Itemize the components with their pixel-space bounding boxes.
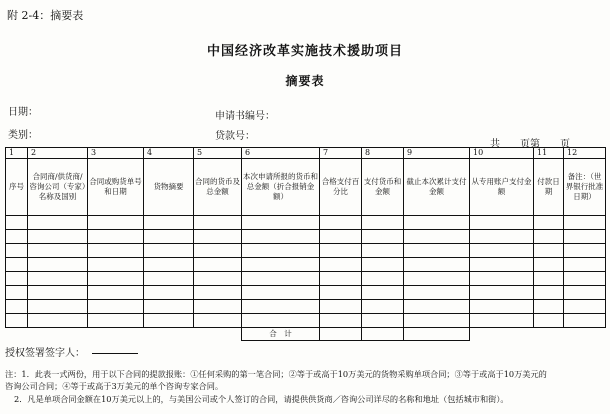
column-number: 10	[470, 148, 534, 159]
table-cell[interactable]	[6, 244, 28, 258]
column-number: 9	[404, 148, 470, 159]
column-header: 支付货币和金额	[362, 159, 404, 216]
table-cell[interactable]	[320, 314, 362, 328]
table-cell[interactable]	[534, 272, 564, 286]
column-header: 付款日期	[534, 159, 564, 216]
table-cell[interactable]	[404, 300, 470, 314]
table-cell[interactable]	[144, 258, 194, 272]
table-cell[interactable]	[564, 300, 606, 314]
table-cell[interactable]	[404, 272, 470, 286]
table-cell[interactable]	[564, 216, 606, 230]
table-cell[interactable]	[6, 216, 28, 230]
table-cell[interactable]	[320, 300, 362, 314]
signature-line	[92, 353, 138, 354]
table-cell[interactable]	[242, 230, 320, 244]
column-header: 货物摘要	[144, 159, 194, 216]
table-cell[interactable]	[144, 272, 194, 286]
table-cell[interactable]	[534, 216, 564, 230]
header-row	[6, 159, 606, 216]
table-cell[interactable]	[470, 258, 534, 272]
table-row	[6, 216, 606, 230]
table-cell[interactable]	[194, 286, 242, 300]
table-cell[interactable]	[470, 314, 534, 328]
total-cell[interactable]	[362, 328, 404, 341]
column-header: 合同商/供货商/咨询公司（专家）名称及国别	[28, 159, 88, 216]
table-cell[interactable]	[564, 286, 606, 300]
table-cell[interactable]	[404, 244, 470, 258]
column-number: 5	[194, 148, 242, 159]
table-cell[interactable]	[28, 216, 88, 230]
note-line-3: 2．凡是单项合同金额在10万美元以上的，与美国公司或个人签订的合同，请提供供货商／咨询公司详尽的名称和地址（包括城市和街）。	[14, 394, 509, 404]
page-count-label: 共 页第 页	[490, 139, 570, 150]
column-header: 截止本次累计支付金额	[404, 159, 470, 216]
table-cell[interactable]	[242, 300, 320, 314]
table-cell[interactable]	[470, 230, 534, 244]
signature-label: 授权签署签字人：	[5, 348, 85, 359]
column-number-row	[6, 148, 606, 159]
table-cell[interactable]	[404, 216, 470, 230]
table-cell[interactable]	[404, 286, 470, 300]
table-cell[interactable]	[194, 272, 242, 286]
table-cell[interactable]	[362, 314, 404, 328]
table-cell[interactable]	[88, 286, 144, 300]
table-cell[interactable]	[242, 314, 320, 328]
column-number: 8	[362, 148, 404, 159]
table-cell[interactable]	[242, 258, 320, 272]
table-cell[interactable]	[6, 258, 28, 272]
note-line-1: 注：1．此表一式两份，用于以下合同的提款报账：①任何采购的第一笔合同；②等于或高于10万美元的货物采购单项合同；③等于或高于10万美元的	[5, 369, 547, 379]
table-cell[interactable]	[564, 230, 606, 244]
column-number: 12	[564, 148, 606, 159]
table-cell[interactable]	[564, 258, 606, 272]
table-cell[interactable]	[194, 216, 242, 230]
table-cell[interactable]	[320, 286, 362, 300]
table-cell[interactable]	[242, 272, 320, 286]
table-cell[interactable]	[362, 272, 404, 286]
table-cell[interactable]	[88, 230, 144, 244]
table-cell[interactable]	[88, 300, 144, 314]
table-cell[interactable]	[6, 286, 28, 300]
table-cell[interactable]	[194, 244, 242, 258]
table-row	[6, 258, 606, 272]
table-cell[interactable]	[28, 314, 88, 328]
total-spacer	[470, 328, 606, 341]
application-no-label: 申请书编号：	[215, 111, 275, 122]
table-cell[interactable]	[320, 258, 362, 272]
date-label: 日期：	[8, 107, 38, 118]
table-cell[interactable]	[534, 300, 564, 314]
table-cell[interactable]	[564, 272, 606, 286]
total-cell[interactable]	[404, 328, 470, 341]
column-header: 从专用账户支付金额	[470, 159, 534, 216]
table-cell[interactable]	[242, 216, 320, 230]
table-cell[interactable]	[28, 230, 88, 244]
category-label: 类别：	[8, 130, 38, 141]
table-cell[interactable]	[88, 216, 144, 230]
table-cell[interactable]	[194, 230, 242, 244]
total-label: 合 计	[242, 328, 320, 341]
column-header: 序号	[6, 159, 28, 216]
table-cell[interactable]	[6, 314, 28, 328]
table-row	[6, 314, 606, 328]
column-header: 合格支付百分比	[320, 159, 362, 216]
column-number: 11	[534, 148, 564, 159]
appendix-label: 附 2-4：摘要表	[7, 9, 84, 22]
table-cell[interactable]	[88, 272, 144, 286]
column-header: 合同或购货单号和日期	[88, 159, 144, 216]
table-cell[interactable]	[470, 216, 534, 230]
table-cell[interactable]	[534, 244, 564, 258]
table-cell[interactable]	[144, 230, 194, 244]
loan-no-label: 贷款号：	[215, 131, 255, 142]
total-row	[6, 328, 606, 341]
table-cell[interactable]	[362, 300, 404, 314]
column-number: 7	[320, 148, 362, 159]
table-cell[interactable]	[242, 286, 320, 300]
table-cell[interactable]	[320, 216, 362, 230]
table-cell[interactable]	[362, 216, 404, 230]
table-cell[interactable]	[6, 300, 28, 314]
table-cell[interactable]	[470, 286, 534, 300]
table-cell[interactable]	[144, 300, 194, 314]
table-cell[interactable]	[144, 244, 194, 258]
table-cell[interactable]	[362, 258, 404, 272]
table-cell[interactable]	[534, 314, 564, 328]
table-cell[interactable]	[88, 244, 144, 258]
column-number: 4	[144, 148, 194, 159]
table-cell[interactable]	[28, 300, 88, 314]
note-line-2: 咨询公司合同；④等于或高于3万美元的单个咨询专家合同。	[5, 381, 224, 391]
table-row	[6, 272, 606, 286]
table-cell[interactable]	[320, 244, 362, 258]
table-cell[interactable]	[564, 314, 606, 328]
table-row	[6, 300, 606, 314]
table-cell[interactable]	[194, 300, 242, 314]
table-cell[interactable]	[28, 244, 88, 258]
column-header: 本次申请所报的货币和总金额（折合报销金额）	[242, 159, 320, 216]
table-cell[interactable]	[88, 258, 144, 272]
table-cell[interactable]	[564, 244, 606, 258]
table-cell[interactable]	[404, 314, 470, 328]
column-number: 6	[242, 148, 320, 159]
table-cell[interactable]	[6, 230, 28, 244]
table-cell[interactable]	[534, 258, 564, 272]
table-cell[interactable]	[28, 272, 88, 286]
document-subtitle: 摘要表	[285, 74, 325, 88]
table-row	[6, 244, 606, 258]
table-cell[interactable]	[6, 272, 28, 286]
column-header: 合同的货币及总金额	[194, 159, 242, 216]
table-cell[interactable]	[144, 216, 194, 230]
table-cell[interactable]	[144, 314, 194, 328]
summary-table	[5, 147, 606, 341]
table-row	[6, 230, 606, 244]
table-cell[interactable]	[470, 244, 534, 258]
column-number: 1	[6, 148, 28, 159]
column-header: 备注：（世界银行批准日期）	[564, 159, 606, 216]
table-cell[interactable]	[404, 230, 470, 244]
table-cell[interactable]	[362, 230, 404, 244]
document-title: 中国经济改革实施技术援助项目	[206, 44, 403, 59]
table-cell[interactable]	[194, 258, 242, 272]
table-cell[interactable]	[320, 230, 362, 244]
total-cell[interactable]	[320, 328, 362, 341]
table-cell[interactable]	[28, 258, 88, 272]
total-spacer	[6, 328, 242, 341]
table-cell[interactable]	[470, 300, 534, 314]
table-cell[interactable]	[194, 314, 242, 328]
table-cell[interactable]	[242, 244, 320, 258]
table-cell[interactable]	[404, 258, 470, 272]
table-row	[6, 286, 606, 300]
table-cell[interactable]	[28, 286, 88, 300]
table-cell[interactable]	[320, 272, 362, 286]
table-cell[interactable]	[470, 272, 534, 286]
table-cell[interactable]	[144, 286, 194, 300]
column-number: 3	[88, 148, 144, 159]
table-cell[interactable]	[534, 286, 564, 300]
column-number: 2	[28, 148, 88, 159]
table-cell[interactable]	[88, 314, 144, 328]
table-cell[interactable]	[362, 244, 404, 258]
table-cell[interactable]	[362, 286, 404, 300]
table-cell[interactable]	[534, 230, 564, 244]
